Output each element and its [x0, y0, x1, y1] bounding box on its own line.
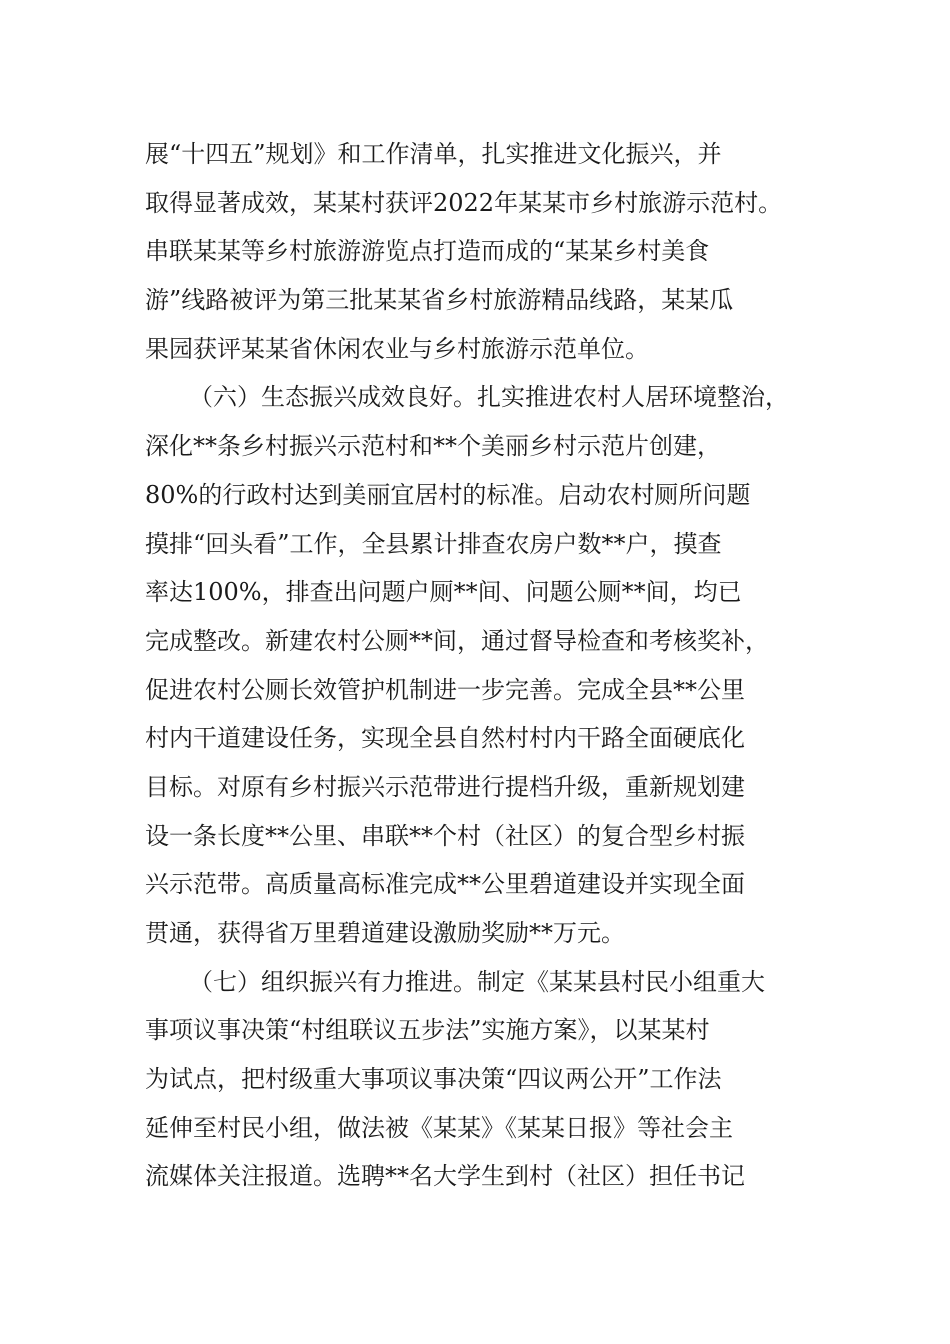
text-line: 促进农村公厕长效管护机制进一步完善。完成全县**公里: [145, 675, 745, 704]
text-line: 设一条长度**公里、串联**个村（社区）的复合型乡村振: [145, 821, 745, 850]
text-line: 游”线路被评为第三批某某省乡村旅游精品线路，某某瓜: [145, 286, 734, 315]
text-line: 兴示范带。高质量高标准完成**公里碧道建设并实现全面: [145, 870, 745, 899]
text-line: 贯通，获得省万里碧道建设激励奖励**万元。: [145, 919, 625, 947]
paragraph-6: [145, 373, 810, 957]
text-line: 流媒体关注报道。选聘**名大学生到村（社区）担任书记: [145, 1162, 745, 1191]
text-line: 率达100%，排查出问题户厕**间、问题公厕**间，均已: [145, 578, 742, 607]
text-line: （六）生态振兴成效良好。扎实推进农村人居环境整治，: [189, 383, 789, 412]
text-line: 完成整改。新建农村公厕**间，通过督导检查和考核奖补，: [145, 626, 769, 655]
text-line: 目标。对原有乡村振兴示范带进行提档升级，重新规划建: [145, 772, 745, 801]
text-line: 为试点，把村级重大事项议事决策“四议两公开”工作法: [145, 1065, 722, 1094]
document-body: [145, 130, 810, 1201]
text-line: 果园获评某某省休闲农业与乡村旅游示范单位。: [145, 334, 649, 363]
text-line: 摸排“回头看”工作，全县累计排查农房户数**户，摸查: [145, 529, 722, 558]
text-line: 深化**条乡村振兴示范村和**个美丽乡村示范片创建，: [145, 432, 721, 461]
text-line: 村内干道建设任务，实现全县自然村村内干路全面硬底化: [145, 724, 745, 753]
text-line: 80%的行政村达到美丽宜居村的标准。启动农村厕所问题: [145, 480, 751, 509]
text-line: （七）组织振兴有力推进。制定《某某县村民小组重大: [189, 967, 765, 996]
text-line: 事项议事决策“村组联议五步法”实施方案》，以某某村: [145, 1016, 710, 1045]
text-line: 串联某某等乡村旅游游览点打造而成的“某某乡村美食: [145, 237, 710, 266]
text-line: 延伸至村民小组，做法被《某某》《某某日报》等社会主: [145, 1113, 733, 1142]
paragraph-7: [145, 958, 810, 1201]
text-line: 取得显著成效，某某村获评2022年某某市乡村旅游示范村。: [145, 188, 783, 217]
paragraph-5-tail: [145, 130, 810, 373]
text-line: 展“十四五”规划》和工作清单，扎实推进文化振兴，并: [145, 140, 722, 168]
